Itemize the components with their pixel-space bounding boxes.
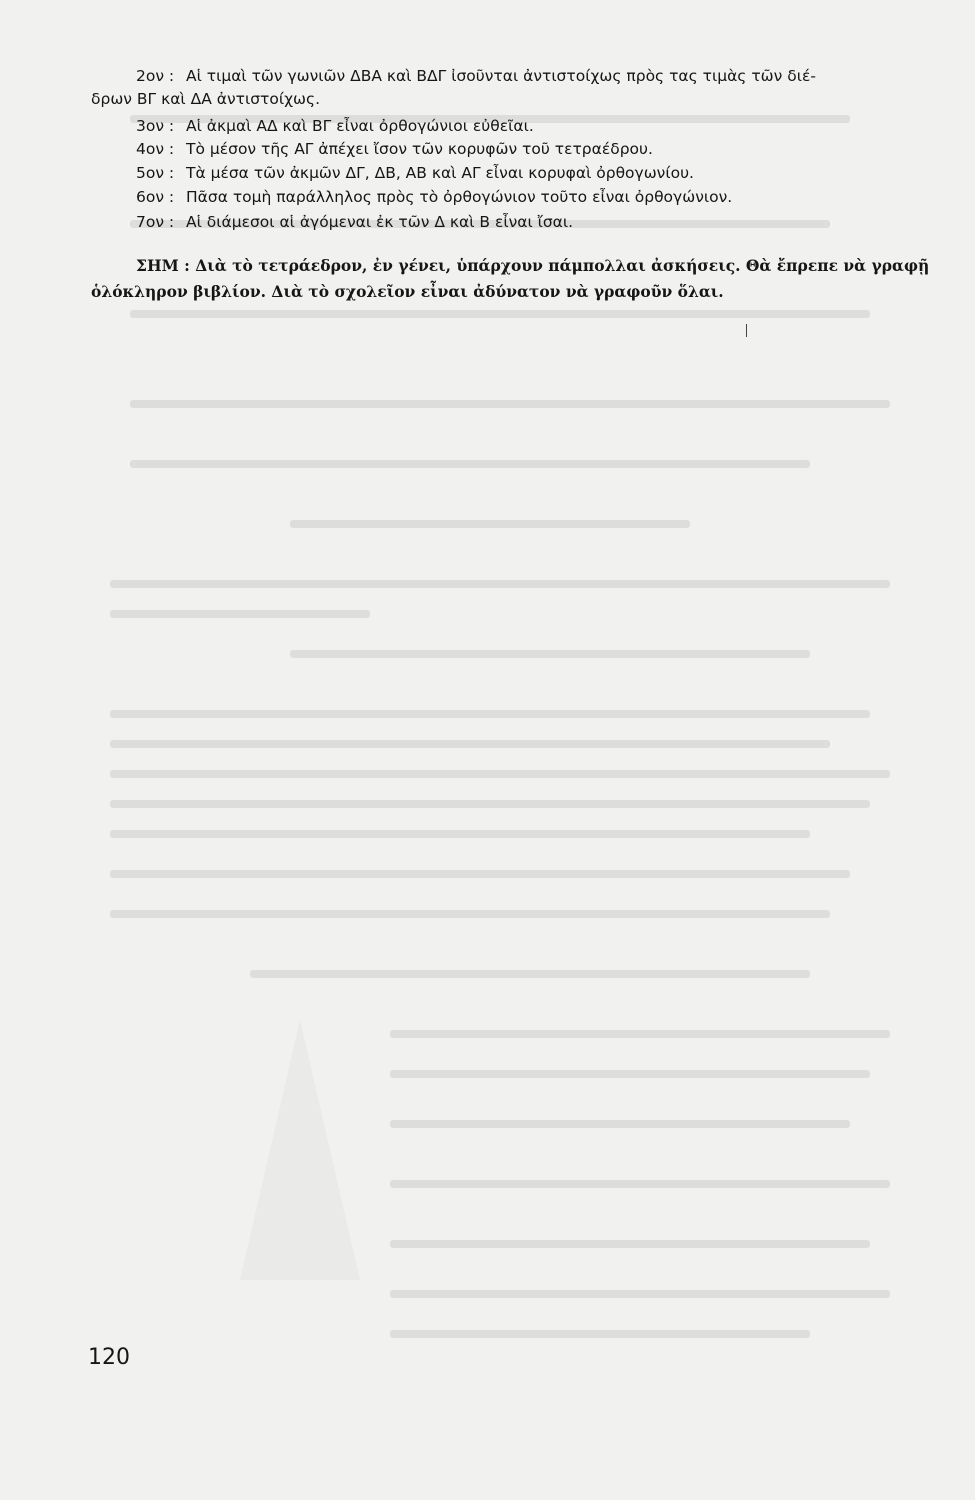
note-line-2: ὁλόκληρον βιβλίον. Διὰ τὸ σχολεῖον εἶναι ἀδύνατον νὰ γραφοῦν ὅλαι. [91,282,724,301]
item-text: Αἱ τιμαὶ τῶν γωνιῶν ΔΒΑ καὶ ΒΔΓ ἰσοῦνται ἀντιστοίχως πρὸς τας τιμὰς τῶν διέ- [186,67,816,85]
list-item [136,187,732,207]
list-item [136,163,694,183]
list-item [136,66,816,86]
page-number: 120 [88,1345,130,1370]
item-label: 4ον : [136,140,175,158]
item-label: 7ον : [136,213,175,231]
item-text: Αἱ διάμεσοι αἱ ἀγόμεναι ἐκ τῶν Δ καὶ Β εἶναι ἴσαι. [186,213,574,231]
item-text: Τὰ μέσα τῶν ἀκμῶν ΔΓ, ΔΒ, ΑΒ καὶ ΑΓ εἶναι κορυφαὶ ὀρθογωνίου. [186,164,694,182]
item-continuation: δρων ΒΓ καὶ ΔΑ ἀντιστοίχως. [91,90,321,108]
note-line-1: ΣΗΜ : Διὰ τὸ τετράεδρον, ἐν γένει, ὑπάρχουν πάμπολλαι ἀσκήσεις. Θὰ ἔπρεπε νὰ γραφῇ [136,256,930,275]
item-label: 3ον : [136,117,175,135]
item-label: 2ον : [136,67,175,85]
stray-mark [746,324,747,337]
item-text: Αἱ ἀκμαὶ ΑΔ καὶ ΒΓ εἶναι ὀρθογώνιοι εὐθεῖαι. [186,117,534,135]
item-label: 6ον : [136,188,175,206]
list-item [136,116,534,136]
list-item [136,212,573,232]
item-label: 5ον : [136,164,175,182]
list-item [136,139,653,159]
item-text: Τὸ μέσον τῆς ΑΓ ἀπέχει ἴσον τῶν κορυφῶν τοῦ τετραέδρου. [186,140,653,158]
item-text: Πᾶσα τομὴ παράλληλος πρὸς τὸ ὀρθογώνιον τοῦτο εἶναι ὀρθογώνιον. [186,188,733,206]
